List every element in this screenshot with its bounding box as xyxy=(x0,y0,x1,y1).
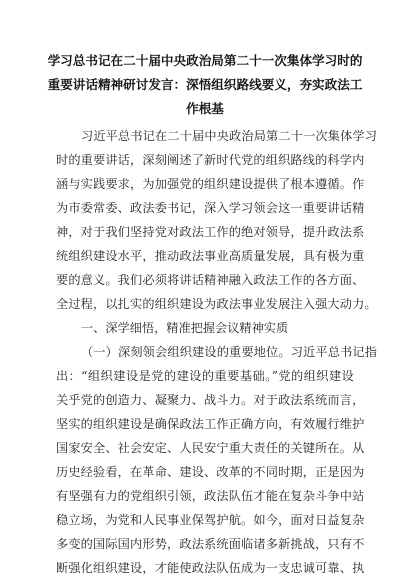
paragraph-2-line-10: 断强化组织建设，才能使政法队伍成为一支忠诚可靠、执 xyxy=(56,561,365,575)
paragraph-2-line-3: 关乎党的创造力、凝聚力、战斗力。对于政法系统而言， xyxy=(56,393,365,407)
paragraph-2-line-1: （一）深刻领会组织建设的重要地位。习近平总书记指 xyxy=(81,345,378,359)
paragraph-1-line-2: 时的重要讲话，深刻阐述了新时代党的组织路线的科学内 xyxy=(56,153,365,167)
paragraph-2-line-2: 出：“组织建设是党的建设的重要基础。”党的组织建设 xyxy=(56,369,354,383)
paragraph-2-line-7: 有坚强有力的党组织引领，政法队伍才能在复杂斗争中站 xyxy=(56,489,365,503)
paragraph-1-line-5: 神，对于我们坚持党对政法工作的绝对领导，提升政法系 xyxy=(56,225,365,239)
paragraph-2-line-9: 多变的国际国内形势，政法系统面临诸多新挑战，只有不 xyxy=(56,537,365,551)
paragraph-1-line-3: 涵与实践要求，为加强党的组织建设提供了根本遵循。作 xyxy=(56,177,365,191)
paragraph-1-line-8: 全过程，以扎实的组织建设为政法事业发展注入强大动力。 xyxy=(56,297,377,311)
paragraph-1-line-1: 习近平总书记在二十届中央政治局第二十一次集体学习 xyxy=(81,129,378,143)
paragraph-2-line-8: 稳立场，为党和人民事业保驾护航。如今，面对日益复杂 xyxy=(56,513,365,527)
document-title-line-3: 作根基 xyxy=(186,101,224,116)
document-title-line-2: 重要讲话精神研讨发言：深悟组织路线要义，夯实政法工 xyxy=(47,77,363,92)
document-title-line-1: 学习总书记在二十届中央政治局第二十一次集体学习时的 xyxy=(47,53,363,68)
paragraph-2-line-6: 历史经验看，在革命、建设、改革的不同时期，正是因为 xyxy=(56,465,365,479)
paragraph-1-line-6: 统组织建设水平，推动政法事业高质量发展，具有极为重 xyxy=(56,249,365,263)
paragraph-1-line-4: 为市委常委、政法委书记，深入学习领会这一重要讲话精 xyxy=(56,201,365,215)
paragraph-2-line-5: 国家安全、社会安定、人民安宁重大责任的关键所在。从 xyxy=(56,441,365,455)
section-1-heading: 一、深学细悟，精准把握会议精神实质 xyxy=(81,321,289,335)
paragraph-1-line-7: 要的意义。我们必须将讲话精神融入政法工作的各方面、 xyxy=(56,273,365,287)
paragraph-2-line-4: 坚实的组织建设是确保政法工作正确方向，有效履行维护 xyxy=(56,417,365,431)
